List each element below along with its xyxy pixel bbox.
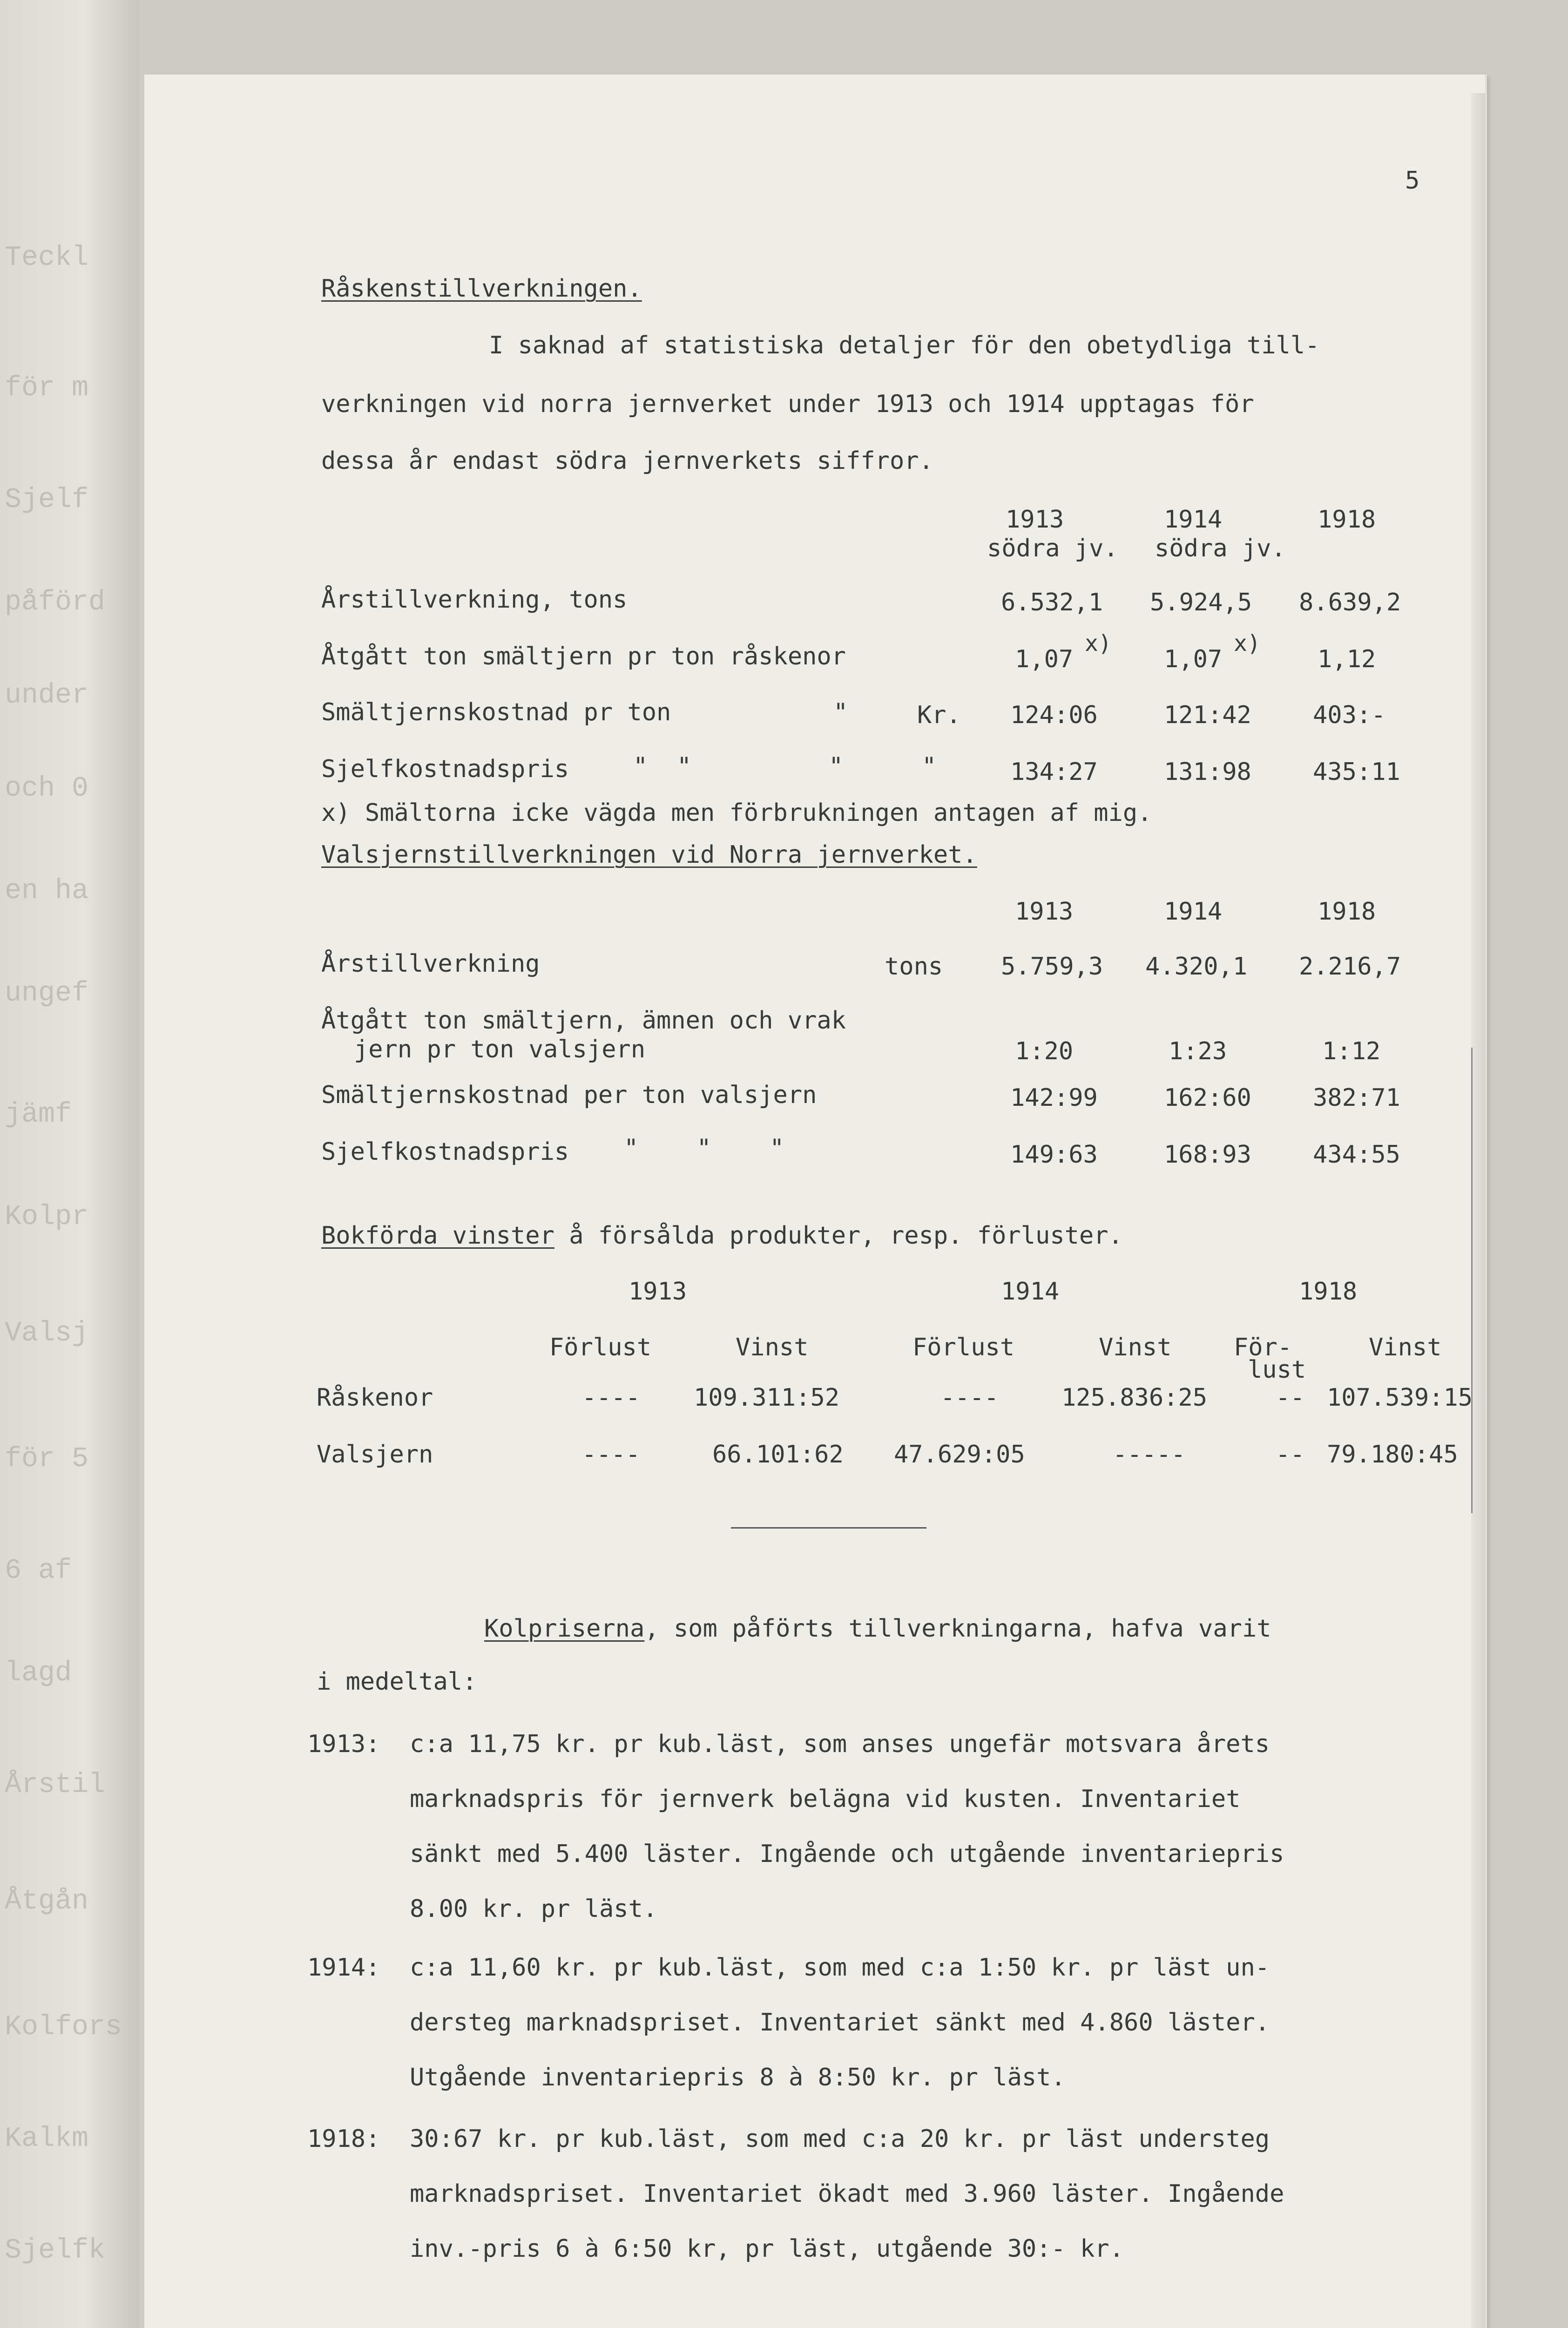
page-edge <box>1471 93 1485 2328</box>
ditto-mark: " <box>922 752 937 780</box>
cell-value: 6.532,1 <box>1001 589 1103 616</box>
cell-value: 4.320,1 <box>1145 953 1248 981</box>
margin-fragment: ungef <box>5 978 89 1009</box>
cell-unit: Kr. <box>917 701 961 729</box>
row-label: Valsjern <box>317 1441 433 1469</box>
paragraph-line: I saknad af statistiska detaljer för den obetydliga till- <box>489 332 1320 359</box>
column-label: Vinst <box>736 1333 809 1361</box>
column-year: 1913 <box>1006 506 1064 534</box>
ditto-mark: " <box>829 752 844 780</box>
cell-value: 403:- <box>1313 701 1386 729</box>
margin-fragment: lagd <box>5 1658 72 1689</box>
cell-value: 1:20 <box>1015 1037 1074 1065</box>
cell-value: ---- <box>582 1384 641 1412</box>
margin-fragment: 6 af <box>5 1555 72 1587</box>
paragraph-line: i medeltal: <box>317 1668 477 1696</box>
margin-fragment: påförd <box>5 587 106 618</box>
margin-fragment: för 5 <box>5 1443 89 1475</box>
cell-value: ----- <box>1113 1441 1186 1469</box>
cell-value: 382:71 <box>1313 1084 1400 1112</box>
heading-underlined: Kolpriserna <box>484 1615 645 1643</box>
cell-value: ---- <box>582 1441 641 1469</box>
entry-year: 1914: <box>307 1954 380 1982</box>
section-heading: Råskenstillverkningen. <box>321 275 642 303</box>
margin-fragment: en ha <box>5 875 89 907</box>
entry-line: sänkt med 5.400 läster. Ingående och utgående inventariepris <box>410 1840 1284 1868</box>
section-heading <box>321 1222 1123 1250</box>
cell-value: 124:06 <box>1010 701 1098 729</box>
entry-line: Utgående inventariepris 8 à 8:50 kr. pr läst. <box>410 2064 1066 2091</box>
column-year: 1918 <box>1318 898 1376 926</box>
section-heading <box>484 1615 1271 1643</box>
row-label: Sjelfkostnadspris <box>321 1138 569 1166</box>
section-heading: Valsjernstillverkningen vid Norra jernverket. <box>321 841 977 869</box>
paragraph-line: dessa år endast södra jernverkets siffror. <box>321 447 933 475</box>
row-label: Årstillverkning <box>321 950 540 978</box>
cell-unit: tons <box>885 953 943 981</box>
margin-fragment: Årstil <box>5 1769 106 1801</box>
cell-value: 435:11 <box>1313 758 1400 786</box>
column-year: 1918 <box>1318 506 1376 534</box>
cell-value: 121:42 <box>1164 701 1251 729</box>
row-label: Åtgått ton smältjern pr ton råskenor <box>321 643 846 670</box>
cell-value: 66.101:62 <box>712 1441 844 1469</box>
cell-value: 1,07 <box>1015 645 1074 673</box>
margin-fragment: Valsj <box>5 1318 89 1349</box>
cell-value: 1:12 <box>1322 1037 1381 1065</box>
entry-line: marknadspris för jernverk belägna vid kusten. Inventariet <box>410 1785 1241 1813</box>
cell-value: 109.311:52 <box>694 1384 840 1412</box>
cell-value: 125.836:25 <box>1061 1384 1208 1412</box>
cell-value: ---- <box>940 1384 999 1412</box>
footnote: x) Smältorna icke vägda men förbrukningen antagen af mig. <box>321 799 1152 827</box>
column-year: 1914 <box>1164 506 1223 534</box>
column-label: För- <box>1234 1333 1292 1361</box>
cell-value: 142:99 <box>1010 1084 1098 1112</box>
margin-fragment: för m <box>5 372 89 404</box>
column-year: 1918 <box>1299 1278 1358 1306</box>
margin-fragment: jämf <box>5 1099 72 1130</box>
row-label: Smältjernskostnad per ton valsjern <box>321 1081 817 1109</box>
column-label: lust <box>1248 1356 1306 1384</box>
cell-value: 1,07 <box>1164 645 1223 673</box>
cell-value: 47.629:05 <box>894 1441 1025 1469</box>
footnote-mark: x) <box>1234 630 1261 656</box>
page-number: 5 <box>1405 167 1420 195</box>
entry-line: marknadspriset. Inventariet ökadt med 3.960 läster. Ingående <box>410 2180 1284 2208</box>
entry-line: dersteg marknadspriset. Inventariet sänkt med 4.860 läster. <box>410 2009 1270 2037</box>
column-subheading: södra jv. <box>1155 535 1286 562</box>
cell-value: 131:98 <box>1164 758 1251 786</box>
cell-value: 162:60 <box>1164 1084 1251 1112</box>
cell-value: 107.539:15 <box>1327 1384 1473 1412</box>
column-year: 1914 <box>1164 898 1223 926</box>
entry-line: c:a 11,60 kr. pr kub.läst, som med c:a 1:50 kr. pr läst un- <box>410 1954 1270 1982</box>
entry-year: 1918: <box>307 2125 380 2153</box>
cell-value: 1,12 <box>1318 645 1376 673</box>
row-label: jern pr ton valsjern <box>354 1035 646 1063</box>
cell-value: 134:27 <box>1010 758 1098 786</box>
ditto-mark: " " <box>633 752 692 780</box>
row-label: Åtgått ton smältjern, ämnen och vrak <box>321 1007 846 1035</box>
cell-value: 149:63 <box>1010 1141 1098 1169</box>
row-label: Årstillverkning, tons <box>321 586 628 614</box>
heading-rest: å försålda produkter, resp. förluster. <box>554 1222 1123 1250</box>
footnote-mark: x) <box>1085 630 1112 656</box>
cell-value: 2.216,7 <box>1299 953 1401 981</box>
heading-underlined: Bokförda vinster <box>321 1222 554 1250</box>
cell-value: 168:93 <box>1164 1141 1251 1169</box>
separator-rule <box>731 1527 926 1529</box>
entry-line: c:a 11,75 kr. pr kub.läst, som anses ungefär motsvara årets <box>410 1730 1270 1758</box>
column-label: Förlust <box>912 1333 1015 1361</box>
margin-fragment: Sjelf <box>5 484 89 516</box>
entry-line: 8.00 kr. pr läst. <box>410 1895 658 1923</box>
column-label: Vinst <box>1369 1333 1442 1361</box>
margin-fragment: Åtgån <box>5 1886 89 1917</box>
cell-value: 1:23 <box>1169 1037 1227 1065</box>
row-label: Sjelfkostnadspris <box>321 755 569 783</box>
margin-fragment: under <box>5 680 89 711</box>
cell-value: -- <box>1276 1384 1305 1412</box>
paragraph-line: verkningen vid norra jernverket under 1913 och 1914 upptagas för <box>321 390 1254 418</box>
cell-value: -- <box>1276 1441 1305 1469</box>
column-year: 1913 <box>629 1278 687 1306</box>
column-label: Vinst <box>1099 1333 1172 1361</box>
cell-value: 434:55 <box>1313 1141 1400 1169</box>
ditto-mark: " <box>833 698 848 726</box>
margin-fragment: Kolpr <box>5 1201 89 1233</box>
column-label: Förlust <box>549 1333 652 1361</box>
cell-value: 79.180:45 <box>1327 1441 1458 1469</box>
heading-rest: , som påförts tillverkningarna, hafva varit <box>644 1615 1271 1643</box>
row-label: Råskenor <box>317 1384 433 1412</box>
entry-line: 30:67 kr. pr kub.läst, som med c:a 20 kr. pr läst understeg <box>410 2125 1270 2153</box>
ditto-mark: " " " <box>624 1134 784 1162</box>
cell-value: 8.639,2 <box>1299 589 1401 616</box>
cell-value: 5.759,3 <box>1001 953 1103 981</box>
margin-fragment: och 0 <box>5 773 89 805</box>
margin-rule <box>1471 1048 1473 1513</box>
margin-fragment: Kolfors <box>5 2011 122 2043</box>
entry-line: inv.-pris 6 à 6:50 kr, pr läst, utgående 30:- kr. <box>410 2235 1124 2263</box>
cell-value: 5.924,5 <box>1150 589 1252 616</box>
margin-fragment: Sjelfk <box>5 2235 106 2267</box>
column-year: 1914 <box>1001 1278 1060 1306</box>
column-subheading: södra jv. <box>987 535 1118 562</box>
previous-page-edge <box>0 0 140 2328</box>
column-year: 1913 <box>1015 898 1074 926</box>
margin-fragment: Teckl <box>5 242 89 274</box>
row-label: Smältjernskostnad pr ton <box>321 698 671 726</box>
entry-year: 1913: <box>307 1730 380 1758</box>
margin-fragment: Kalkm <box>5 2123 89 2155</box>
